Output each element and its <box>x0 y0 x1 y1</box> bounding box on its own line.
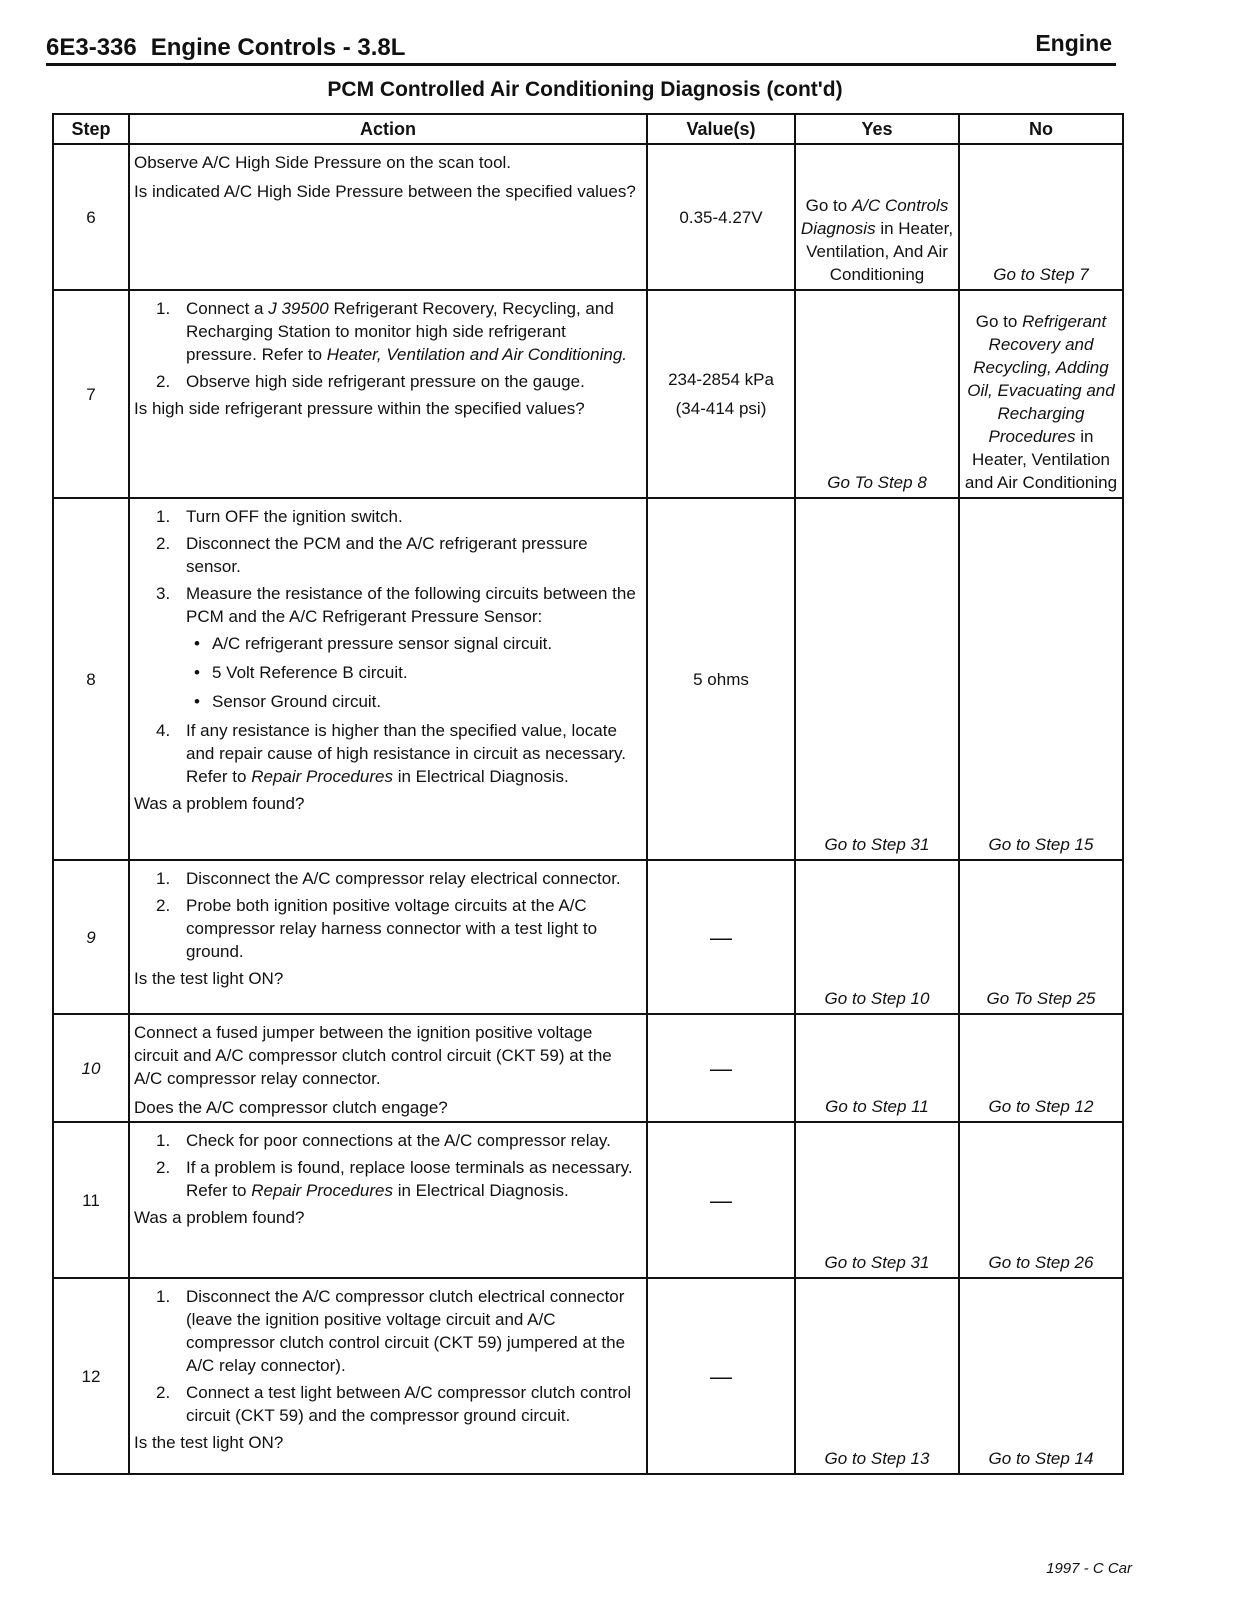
yes-result <box>795 860 959 1014</box>
yes-result-text: Go to Step 31 <box>824 1253 930 1272</box>
step-action <box>129 290 647 498</box>
table-header-row <box>53 114 1123 144</box>
action-question: Is the test light ON? <box>134 1433 284 1452</box>
step-value: 5 ohms <box>647 498 795 860</box>
step-number: 7 <box>53 290 129 498</box>
no-result-text: Go to Step 12 <box>988 1097 1094 1116</box>
yes-result-post: in Heater, Ventilation, And Air Conditioning <box>806 219 954 284</box>
page-header <box>46 30 1116 66</box>
yes-result-pre: Go to <box>805 196 848 215</box>
action-item: 4. If any resistance is higher than the specified value, locate and repair cause of high resistance in circuit as necessary. Refer to Repair Procedures in Electrical Diagnosis. <box>156 721 627 786</box>
table-title: PCM Controlled Air Conditioning Diagnosis (cont'd) <box>327 78 843 101</box>
step-value: — <box>647 860 795 1014</box>
no-result-text: Go to Step 7 <box>993 265 1089 284</box>
action-item: 1. Turn OFF the ignition switch. <box>156 507 403 526</box>
action-item: 2. Probe both ignition positive voltage circuits at the A/C compressor relay harness connector with a test light to ground. <box>156 896 598 961</box>
no-result <box>959 1278 1123 1474</box>
step-action <box>129 1278 647 1474</box>
action-item: 3. Measure the resistance of the following circuits between the PCM and the A/C Refrigerant Pressure Sensor: • A/C refrigerant pressure sensor signal circuit. • 5 Volt Reference B circuit. • Sensor Ground circuit. <box>134 582 640 713</box>
no-result-text: Go to Step 14 <box>988 1449 1094 1468</box>
step-action <box>129 144 647 290</box>
step-value: — <box>647 1014 795 1122</box>
yes-result <box>795 290 959 498</box>
step-action <box>129 498 647 860</box>
yes-result <box>795 1014 959 1122</box>
yes-result <box>795 498 959 860</box>
no-result <box>959 1014 1123 1122</box>
action-item: 1. Connect a J 39500 Refrigerant Recovery, Recycling, and Recharging Station to monitor high side refrigerant pressure. Refer to Heater, Ventilation and Air Conditioning. <box>156 299 628 364</box>
page-footer: 1997 - C Car <box>1046 1560 1132 1577</box>
step-action <box>129 860 647 1014</box>
yes-result-text: Go to Step 10 <box>824 989 930 1008</box>
value-metric: 234-2854 kPa <box>668 370 774 389</box>
no-result <box>959 144 1123 290</box>
circuit-item: • Sensor Ground circuit. <box>186 690 640 713</box>
table-row <box>53 290 1123 498</box>
step-number: 12 <box>53 1278 129 1474</box>
circuit-list <box>186 632 640 713</box>
table-row <box>53 498 1123 860</box>
yes-result <box>795 1278 959 1474</box>
no-result-post: in Heater, Ventilation and Air Conditioning <box>964 427 1118 492</box>
step-number: 10 <box>53 1014 129 1122</box>
step-value <box>647 290 795 498</box>
action-item: 1. Disconnect the A/C compressor clutch electrical connector (leave the ignition positive voltage circuit and A/C compressor clutch control circuit (CKT 59) jumpered at the A/C relay connector). <box>156 1287 626 1375</box>
action-question: Is indicated A/C High Side Pressure between the specified values? <box>134 182 636 201</box>
value-imperial: (34-414 psi) <box>675 399 767 418</box>
circuit-item: • A/C refrigerant pressure sensor signal circuit. <box>186 632 640 655</box>
step-action <box>129 1122 647 1278</box>
no-result <box>959 1122 1123 1278</box>
yes-result <box>795 144 959 290</box>
section-title: Engine Controls - 3.8L <box>150 34 406 61</box>
column-header-values: Value(s) <box>647 114 795 144</box>
no-result-pre: Go to <box>975 312 1018 331</box>
action-list <box>134 297 640 393</box>
yes-result-text: Go to Step 31 <box>824 835 930 854</box>
no-result-text: Go To Step 25 <box>986 989 1096 1008</box>
action-question: Is high side refrigerant pressure within the specified values? <box>134 399 585 418</box>
step-number: 11 <box>53 1122 129 1278</box>
step-number: 8 <box>53 498 129 860</box>
no-result <box>959 860 1123 1014</box>
no-result-text: Go to Step 15 <box>988 835 1094 854</box>
step-number: 6 <box>53 144 129 290</box>
action-item: 1. Check for poor connections at the A/C compressor relay. <box>156 1131 611 1150</box>
yes-result-text: Go to Step 13 <box>824 1449 930 1468</box>
action-text: Connect a fused jumper between the ignition positive voltage circuit and A/C compressor clutch control circuit (CKT 59) at the A/C compressor relay connector. <box>134 1023 612 1088</box>
column-header-no: No <box>959 114 1123 144</box>
action-list <box>134 505 640 788</box>
action-question: Was a problem found? <box>134 794 305 813</box>
no-result <box>959 498 1123 860</box>
yes-result <box>795 1122 959 1278</box>
step-value: — <box>647 1122 795 1278</box>
no-result-link: Refrigerant Recovery and Recycling, Adding Oil, Evacuating and Recharging Procedures <box>967 312 1115 446</box>
action-question: Does the A/C compressor clutch engage? <box>134 1098 448 1117</box>
yes-result-link: A/C Controls Diagnosis <box>800 196 949 238</box>
circuit-item: • 5 Volt Reference B circuit. <box>186 661 640 684</box>
no-result-text: Go to Step 26 <box>988 1253 1094 1272</box>
yes-result-text: Go to Step 11 <box>825 1097 929 1116</box>
action-text: Observe A/C High Side Pressure on the scan tool. <box>134 153 512 172</box>
table-row <box>53 1278 1123 1474</box>
yes-result-text: Go To Step 8 <box>827 473 927 492</box>
diagnosis-table <box>52 113 1124 1475</box>
action-list <box>134 1285 640 1427</box>
action-item: 2. Observe high side refrigerant pressure on the gauge. <box>156 372 585 391</box>
step-action <box>129 1014 647 1122</box>
table-row <box>53 860 1123 1014</box>
column-header-action: Action <box>129 114 647 144</box>
section-category: Engine <box>1035 30 1112 56</box>
action-list <box>134 1129 640 1202</box>
action-item: 2. Connect a test light between A/C compressor clutch control circuit (CKT 59) and the compressor ground circuit. <box>156 1383 632 1425</box>
page-code: 6E3-336 <box>46 34 137 61</box>
no-result <box>959 290 1123 498</box>
column-header-yes: Yes <box>795 114 959 144</box>
column-header-step: Step <box>53 114 129 144</box>
step-value: — <box>647 1278 795 1474</box>
step-value: 0.35-4.27V <box>647 144 795 290</box>
action-question: Was a problem found? <box>134 1208 305 1227</box>
table-row <box>53 1122 1123 1278</box>
step-number: 9 <box>53 860 129 1014</box>
action-item: 1. Disconnect the A/C compressor relay electrical connector. <box>156 869 621 888</box>
table-row <box>53 144 1123 290</box>
action-question: Is the test light ON? <box>134 969 284 988</box>
action-item: 2. If a problem is found, replace loose terminals as necessary. Refer to Repair Procedures in Electrical Diagnosis. <box>156 1158 633 1200</box>
table-row <box>53 1014 1123 1122</box>
action-list <box>134 867 640 963</box>
header-left <box>46 34 405 62</box>
action-item: 2. Disconnect the PCM and the A/C refrigerant pressure sensor. <box>156 534 588 576</box>
